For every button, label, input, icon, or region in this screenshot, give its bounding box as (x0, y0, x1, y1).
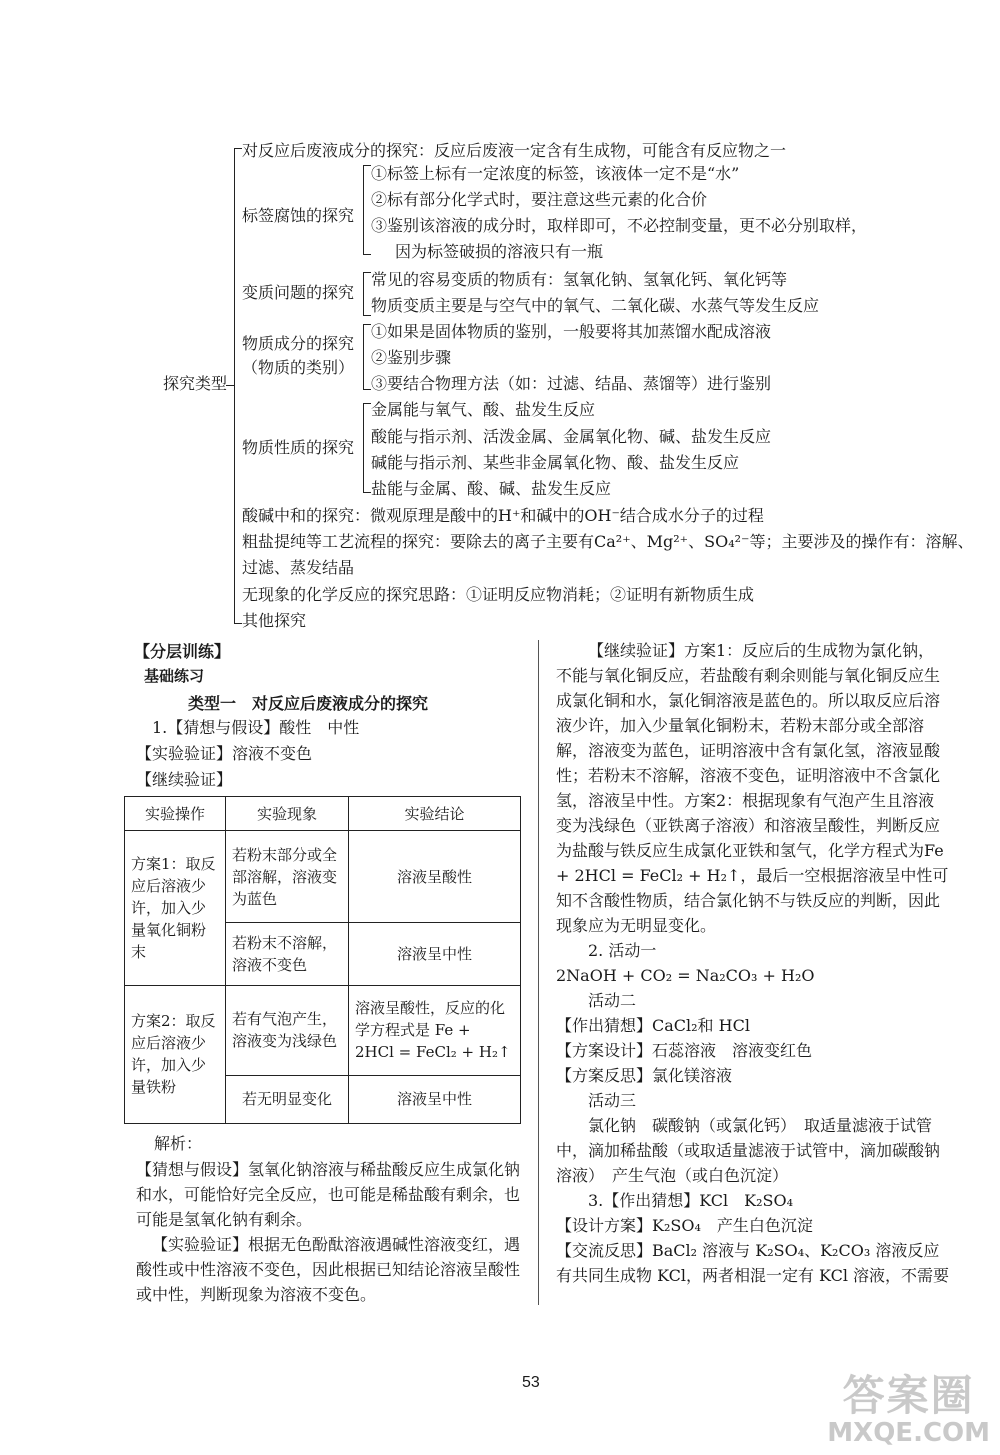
plan-1-cell: 方案1：取反应后溶液少许，加入少量氧化铜粉末 (125, 831, 226, 985)
watermark-url: MXQE.COM (827, 1418, 990, 1448)
column-divider (538, 640, 539, 1305)
page-number: 53 (522, 1374, 540, 1391)
conclusion-cell: 溶液呈酸性 (349, 831, 521, 923)
phenomenon-cell: 若有气泡产生，溶液变为浅绿色 (226, 985, 349, 1075)
prop-item: 酸能与指示剂、活泼金属、金属氧化物、碱、盐发生反应 (371, 427, 772, 446)
outline-brace-main (234, 148, 235, 624)
watermark-logo (827, 1373, 990, 1447)
plan-2-cell: 方案2：取反应后溶液少许，加入少量铁粉 (125, 985, 226, 1123)
q1-continue: 【继续验证】 (136, 770, 233, 789)
brace-prop (363, 403, 364, 493)
spoil-item: 物质变质主要是与空气中的氧气、二氧化碳、水蒸气等发生反应 (371, 296, 820, 315)
outline-root: 探究类型 (163, 374, 228, 393)
exchange-line: 【交流反思】BaCl₂ 溶液与 K₂SO₄、K₂CO₃ 溶液反应有共同生成物 KCl，两者相混一定有 KCl 溶液，不需要 (556, 1241, 950, 1285)
phenomenon-cell: 若粉末不溶解，溶液不变色 (226, 923, 349, 985)
conclusion-cell: 溶液呈中性 (349, 923, 521, 985)
q2-label: 2. 活动一 (588, 941, 657, 960)
equation: 2NaOH + CO₂ = Na₂CO₃ + H₂O (556, 966, 815, 985)
experiment-table (124, 796, 521, 1124)
table-header: 实验现象 (226, 797, 349, 831)
section-title: 【分层训练】 (134, 642, 231, 661)
guess-line: 【作出猜想】CaCl₂和 HCl (556, 1016, 750, 1035)
outline-composition: 物质成分的探究 (242, 334, 355, 353)
conclusion-cell: 溶液呈中性 (349, 1075, 521, 1123)
q1-verify: 【实验验证】溶液不变色 (136, 744, 313, 763)
comp-item: ③要结合物理方法（如：过滤、结晶、蒸馏等）进行鉴别 (371, 374, 772, 393)
outline-composition-sub: （物质的类别） (242, 358, 355, 377)
right-column (556, 638, 950, 1288)
watermark-text: 答案圈 (842, 1371, 975, 1420)
plan-line: 【设计方案】K₂SO₄ 产生白色沉淀 (556, 1216, 813, 1235)
phenomenon-cell: 若无明显变化 (226, 1075, 349, 1123)
prop-item: 盐能与金属、酸、碱、盐发生反应 (371, 479, 612, 498)
q3-label: 3.【作出猜想】KCl K₂SO₄ (588, 1191, 794, 1210)
analysis-paragraph: 【猜想与假设】氢氧化钠溶液与稀盐酸反应生成氯化钠和水，可能恰好完全反应，也可能是稀盐酸有剩余，也可能是氢氧化钠有剩余。 (136, 1160, 521, 1229)
outline-salt: 粗盐提纯等工艺流程的探究：要除去的离子主要有Ca²⁺、Mg²⁺、SO₄²⁻等；主要涉及的操作有：溶解、 (242, 532, 974, 551)
brace-label (363, 165, 364, 255)
outline-label-corrosion: 标签腐蚀的探究 (242, 206, 355, 225)
outline-salt-cont: 过滤、蒸发结晶 (242, 558, 355, 577)
outline-other: 其他探究 (242, 611, 307, 630)
table-header: 实验结论 (349, 797, 521, 831)
comp-item: ①如果是固体物质的鉴别，一般要将其加蒸馏水配成溶液 (371, 322, 772, 341)
outline-property: 物质性质的探究 (242, 438, 355, 457)
conclusion-cell: 溶液呈酸性，反应的化学方程式是 Fe + 2HCl = FeCl₂ + H₂↑ (349, 985, 521, 1075)
q1-guess: 1.【猜想与假设】酸性 中性 (152, 718, 360, 737)
type-title: 类型一 对反应后废液成分的探究 (188, 694, 429, 713)
outline-no-phenomenon: 无现象的化学反应的探究思路：①证明反应物消耗；②证明有新物质生成 (242, 585, 755, 604)
prop-item: 碱能与指示剂、某些非金属氧化物、酸、盐发生反应 (371, 453, 740, 472)
label-item: ③鉴别该溶液的成分时，取样即可，不必控制变量，更不必分别取样， (371, 216, 868, 235)
phenomenon-cell: 若粉末部分或全部溶解，溶液变为蓝色 (226, 831, 349, 923)
subsection-title: 基础练习 (144, 667, 205, 685)
spoil-item: 常见的容易变质的物质有：氢氧化钠、氢氧化钙、氧化钙等 (371, 270, 788, 289)
brace-tick (226, 385, 234, 386)
table-header: 实验操作 (125, 797, 226, 831)
brace-comp (363, 324, 364, 390)
outline-neutralization: 酸碱中和的探究：微观原理是酸中的H⁺和碱中的OH⁻结合成水分子的过程 (242, 506, 764, 525)
outline-spoilage: 变质问题的探究 (242, 283, 355, 302)
activity-2: 活动二 (588, 991, 637, 1010)
comp-item: ②鉴别步骤 (371, 348, 452, 367)
answer-paragraph: 氯化钠 碳酸钠（或氯化钙） 取适量滤液于试管中，滴加稀盐酸（或取适量滤液于试管中，滴加碳酸钠溶液） 产生气泡（或白色沉淀） (556, 1116, 941, 1185)
analysis-label: 解析： (154, 1134, 203, 1153)
activity-3: 活动三 (588, 1091, 637, 1110)
analysis-body (136, 1157, 520, 1307)
prop-item: 金属能与氧气、酸、盐发生反应 (371, 400, 596, 419)
answer-paragraph: 【继续验证】方案1：反应后的生成物为氯化钠，不能与氧化铜反应，若盐酸有剩余则能与氧化铜反应生成氯化铜和水，氯化铜溶液是蓝色的。所以取反应后溶液少许，加入少量氧化铜粉末，若粉末部分或全部溶解，溶液变为蓝色，证明溶液中含有氯化氢，溶液显酸性；若粉末不溶解，溶液不变色，证明溶液中不含氯化氢，溶液呈中性。方案2：根据现象有气泡产生且溶液变为浅绿色（亚铁离子溶液）和溶液呈酸性，判断反应为盐酸与铁反应生成氯化亚铁和氢气，化学方程式为Fe + 2HCl = FeCl₂ + H₂↑，最后一空根据溶液呈中性可知不含酸性物质，结合氯化钠不与铁反应的判断，因此现象应为无明显变化。 (556, 641, 949, 935)
outline-waste-liquid: 对反应后废液成分的探究：反应后废液一定含有生成物，可能含有反应物之一 (242, 141, 787, 160)
label-item: ①标签上标有一定浓度的标签，该液体一定不是“水” (371, 164, 740, 183)
design-line: 【方案设计】石蕊溶液 溶液变红色 (556, 1041, 813, 1060)
brace-spoil (363, 272, 364, 316)
label-item: 因为标签破损的溶液只有一瓶 (395, 242, 604, 261)
reflect-line: 【方案反思】氯化镁溶液 (556, 1066, 733, 1085)
label-item: ②标有部分化学式时，要注意这些元素的化合价 (371, 190, 708, 209)
analysis-paragraph: 【实验验证】根据无色酚酞溶液遇碱性溶液变红，遇酸性或中性溶液不变色，因此根据已知结论溶液呈酸性或中性，判断现象为溶液不变色。 (136, 1235, 521, 1304)
